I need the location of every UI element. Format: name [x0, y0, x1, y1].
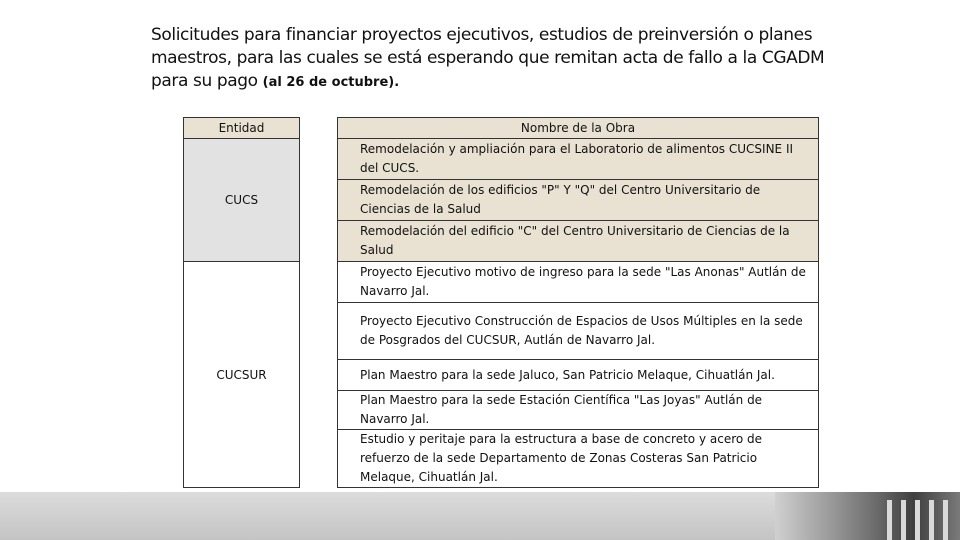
table-header-row — [184, 118, 819, 139]
obra-cell: Estudio y peritaje para la estructura a base de concreto y acero de refuerzo de la sede Departamento de Zonas Costeras San Patricio Melaque, Cihuatlán Jal. — [338, 430, 819, 488]
obra-cell: Remodelación del edificio "C" del Centro Universitario de Ciencias de la Salud — [338, 221, 819, 262]
entidad-cucsur: CUCSUR — [184, 262, 300, 488]
obra-cell: Plan Maestro para la sede Jaluco, San Patricio Melaque, Cihuatlán Jal. — [338, 360, 819, 391]
obra-cell: Remodelación de los edificios "P" Y "Q" del Centro Universitario de Ciencias de la Salud — [338, 180, 819, 221]
slide-title-date: (al 26 de octubre). — [262, 75, 400, 90]
obra-cell: Remodelación y ampliación para el Laboratorio de alimentos CUCSINE II del CUCS. — [338, 139, 819, 180]
obra-cell: Proyecto Ejecutivo Construcción de Espacios de Usos Múltiples en la sede de Posgrados del CUCSUR, Autlán de Navarro Jal. — [338, 303, 819, 360]
obra-cell: Plan Maestro para la sede Estación Científica "Las Joyas" Autlán de Navarro Jal. — [338, 391, 819, 430]
obra-cell: Proyecto Ejecutivo motivo de ingreso para la sede "Las Anonas" Autlán de Navarro Jal. — [338, 262, 819, 303]
slide-title-text: Solicitudes para financiar proyectos ejecutivos, estudios de preinversión o planes maestros, para las cuales se está esperando que remitan acta de fallo a la CGADM para su pago — [151, 25, 825, 91]
entidad-cucs: CUCS — [184, 139, 300, 262]
footer-band — [0, 492, 960, 540]
header-entidad: Entidad — [184, 118, 300, 139]
slide-title — [151, 24, 831, 94]
table-row — [184, 262, 819, 303]
building-photo — [775, 492, 960, 540]
table-row — [184, 139, 819, 180]
header-obra: Nombre de la Obra — [338, 118, 819, 139]
obras-table — [183, 117, 819, 488]
